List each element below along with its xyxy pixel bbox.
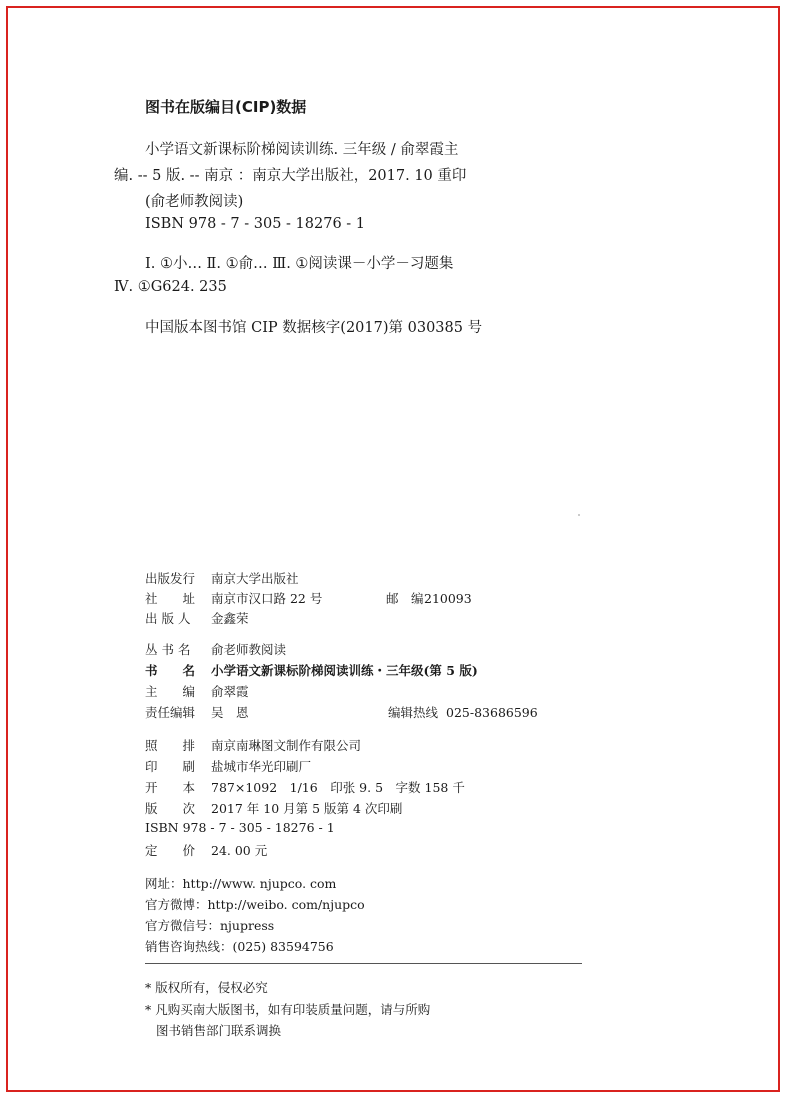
- issuer-label: 出 版 人: [145, 611, 191, 626]
- typesetting-value: 南京南琳图文制作有限公司: [211, 738, 362, 753]
- imprint-edition-row: [145, 799, 402, 817]
- cip-isbn: ISBN 978 - 7 - 305 - 18276 - 1: [145, 216, 366, 232]
- imprint-format-row: [145, 778, 465, 796]
- contact-sales-hotline: 销售咨询热线：(025) 83594756: [145, 939, 334, 954]
- contact-weibo: 官方微博：http://weibo. com/njupco: [145, 897, 365, 912]
- contact-website: 网址：http://www. njupco. com: [145, 876, 337, 891]
- series-value: 俞老师教阅读: [211, 642, 287, 657]
- series-label: 丛 书 名: [145, 642, 191, 657]
- address-value: 南京市汉口路 22 号: [211, 591, 323, 606]
- format-value: 787×1092 1/16 印张 9. 5 字数 158 千: [211, 780, 465, 795]
- price-value: 24. 00 元: [211, 843, 268, 858]
- postcode-label: 邮 编: [386, 591, 424, 606]
- resp-editor-value: 吴 恩: [211, 705, 249, 720]
- notice-defect-line1: * 凡购买南大版图书，如有印装质量问题，请与所购: [145, 1002, 431, 1017]
- address-label: 社 址: [145, 591, 196, 606]
- imprint-publisher-row: [145, 569, 299, 587]
- printing-value: 盐城市华光印刷厂: [211, 759, 312, 774]
- divider-line: [145, 963, 582, 964]
- edition-value: 2017 年 10 月第 5 版第 4 次印刷: [211, 801, 403, 816]
- cip-classification-line2: Ⅳ. ①G624. 235: [114, 279, 227, 295]
- format-label: 开 本: [145, 780, 196, 795]
- imprint-price-row: [145, 841, 267, 859]
- postcode-value: 210093: [424, 591, 472, 606]
- imprint-issuer-row: [145, 609, 249, 627]
- imprint-series-row: [145, 640, 286, 658]
- title-value: 小学语文新课标阶梯阅读训练・三年级(第 5 版): [211, 663, 478, 678]
- publisher-value: 南京大学出版社: [211, 571, 299, 586]
- editor-label: 主 编: [145, 684, 196, 699]
- imprint-address-row: [145, 589, 472, 607]
- imprint-title-row: [145, 661, 478, 679]
- edition-label: 版 次: [145, 801, 196, 816]
- notice-defect-line2: 图书销售部门联系调换: [156, 1023, 282, 1038]
- printing-label: 印 刷: [145, 759, 196, 774]
- price-label: 定 价: [145, 843, 196, 858]
- cip-entry-line1: 小学语文新课标阶梯阅读训练. 三年级 / 俞翠霞主: [145, 142, 459, 158]
- imprint-isbn: ISBN 978 - 7 - 305 - 18276 - 1: [145, 820, 335, 835]
- imprint-resp-editor-row: [145, 703, 538, 721]
- cip-heading: 图书在版编目(CIP)数据: [145, 98, 307, 116]
- contact-wechat: 官方微信号：njupress: [145, 918, 275, 933]
- cip-entry-line2: 编. -- 5 版. -- 南京 ：南京大学出版社，2017. 10 重印: [114, 168, 467, 184]
- editor-value: 俞翠霞: [211, 684, 249, 699]
- imprint-printing-row: [145, 757, 311, 775]
- issuer-value: 金鑫荣: [211, 611, 249, 626]
- title-label: 书 名: [145, 663, 196, 678]
- cip-series: (俞老师教阅读): [145, 194, 244, 210]
- typesetting-label: 照 排: [145, 738, 196, 753]
- cip-classification-line1: Ⅰ. ①小… Ⅱ. ①俞… Ⅲ. ①阅读课－小学－习题集: [145, 256, 454, 272]
- notice-rights: * 版权所有，侵权必究: [145, 980, 268, 995]
- speck: [578, 514, 580, 516]
- imprint-typesetting-row: [145, 736, 361, 754]
- hotline-value: 025-83686596: [446, 705, 538, 720]
- resp-editor-label: 责任编辑: [145, 705, 196, 720]
- hotline-label: 编辑热线: [388, 705, 439, 720]
- cip-record-number: 中国版本图书馆 CIP 数据核字(2017)第 030385 号: [145, 320, 483, 336]
- publisher-label: 出版发行: [145, 571, 196, 586]
- imprint-editor-row: [145, 682, 249, 700]
